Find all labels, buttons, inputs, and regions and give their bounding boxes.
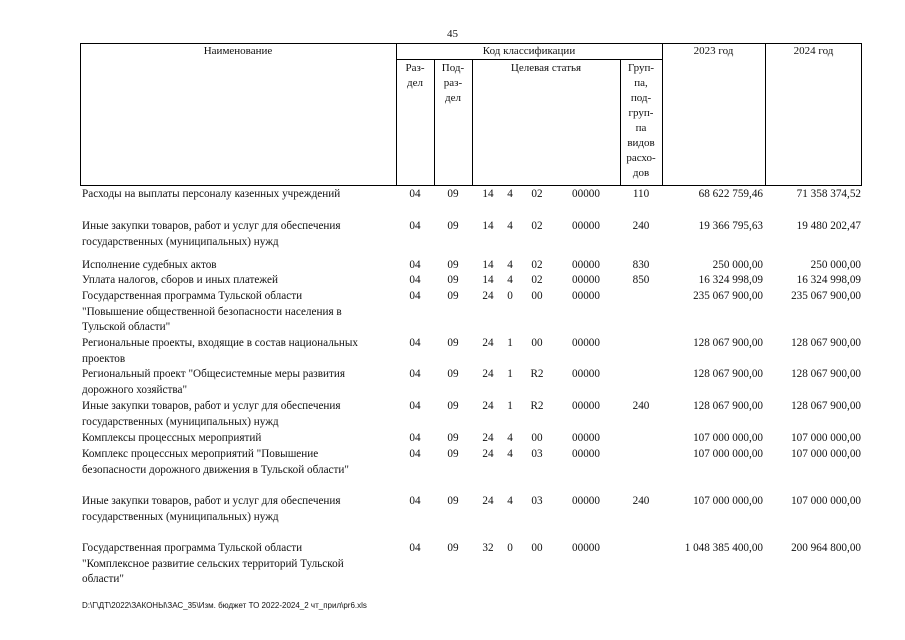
cell-podrazdel: 09 xyxy=(447,400,459,412)
cell-razdel: 04 xyxy=(409,368,421,380)
cell-target-subprogram: 4 xyxy=(507,495,513,507)
cell-target-event: 00 xyxy=(531,337,543,349)
cell-target-direction: 00000 xyxy=(572,368,600,380)
cell-2024: 71 358 374,52 xyxy=(796,188,861,200)
cell-2023: 68 622 759,46 xyxy=(698,188,763,200)
header-2024: 2024 год xyxy=(793,45,834,57)
cell-podrazdel: 09 xyxy=(447,432,459,444)
cell-name: Уплата налогов, сборов и иных платежей xyxy=(82,274,278,286)
cell-2023: 235 067 900,00 xyxy=(693,290,763,302)
cell-group: 830 xyxy=(632,259,650,271)
cell-2023: 128 067 900,00 xyxy=(693,337,763,349)
cell-target-subprogram: 1 xyxy=(507,400,513,412)
cell-target-program: 24 xyxy=(482,368,494,380)
cell-2023: 1 048 385 400,00 xyxy=(684,542,763,554)
cell-target-direction: 00000 xyxy=(572,337,600,349)
cell-name: Региональные проекты, входящие в состав национальных проектов xyxy=(82,337,359,365)
cell-podrazdel: 09 xyxy=(447,259,459,271)
cell-podrazdel: 09 xyxy=(447,274,459,286)
cell-2023: 128 067 900,00 xyxy=(693,400,763,412)
cell-razdel: 04 xyxy=(409,495,421,507)
cell-target-program: 24 xyxy=(482,448,494,460)
cell-2024: 128 067 900,00 xyxy=(791,400,861,412)
cell-2024: 107 000 000,00 xyxy=(791,448,861,460)
cell-target-subprogram: 4 xyxy=(507,432,513,444)
cell-target-program: 24 xyxy=(482,337,494,349)
cell-target-event: 03 xyxy=(531,495,543,507)
cell-2024: 235 067 900,00 xyxy=(791,290,861,302)
cell-name: Комплекс процессных мероприятий "Повышение безопасности дорожного движения в Тульской области" xyxy=(82,448,349,476)
cell-name: Иные закупки товаров, работ и услуг для обеспечения государственных (муниципальных) нужд xyxy=(82,220,341,248)
cell-target-direction: 00000 xyxy=(572,400,600,412)
cell-target-program: 24 xyxy=(482,495,494,507)
cell-target-program: 24 xyxy=(482,290,494,302)
cell-razdel: 04 xyxy=(409,448,421,460)
cell-group: 110 xyxy=(632,188,650,200)
cell-group: 240 xyxy=(632,495,650,507)
cell-2024: 128 067 900,00 xyxy=(791,368,861,380)
cell-target-direction: 00000 xyxy=(572,290,600,302)
cell-target-program: 24 xyxy=(482,400,494,412)
cell-target-subprogram: 4 xyxy=(507,448,513,460)
cell-target-program: 32 xyxy=(482,542,494,554)
cell-target-event: 02 xyxy=(531,220,543,232)
page-number: 45 xyxy=(447,28,458,40)
cell-target-event: 02 xyxy=(531,274,543,286)
cell-target-subprogram: 1 xyxy=(507,337,513,349)
cell-name: Исполнение судебных актов xyxy=(82,259,217,271)
cell-podrazdel: 09 xyxy=(447,448,459,460)
cell-target-program: 14 xyxy=(482,259,494,271)
header-razdel: Раз- дел xyxy=(405,62,425,89)
cell-target-direction: 00000 xyxy=(572,274,600,286)
cell-target-event: R2 xyxy=(530,368,544,380)
cell-target-direction: 00000 xyxy=(572,188,600,200)
cell-2023: 107 000 000,00 xyxy=(693,495,763,507)
footer-path: D:\Г\ДТ\2022\ЗАКОНЫ\ЗАС_35\Изм. бюджет ТО 2022-2024_2 чт_прил\pr6.xls xyxy=(82,601,367,610)
cell-target-subprogram: 0 xyxy=(507,542,513,554)
cell-group: 850 xyxy=(632,274,650,286)
cell-name: Региональный проект "Общесистемные меры развития дорожного хозяйства" xyxy=(82,368,346,396)
cell-target-event: 02 xyxy=(531,259,543,271)
cell-podrazdel: 09 xyxy=(447,220,459,232)
cell-target-direction: 00000 xyxy=(572,259,600,271)
cell-group: 240 xyxy=(632,220,650,232)
cell-target-event: 00 xyxy=(531,290,543,302)
cell-target-event: 02 xyxy=(531,188,543,200)
cell-razdel: 04 xyxy=(409,400,421,412)
cell-razdel: 04 xyxy=(409,432,421,444)
cell-2023: 107 000 000,00 xyxy=(693,432,763,444)
header-target: Целевая статья xyxy=(510,62,582,74)
cell-podrazdel: 09 xyxy=(447,368,459,380)
cell-razdel: 04 xyxy=(409,542,421,554)
cell-name: Комплексы процессных мероприятий xyxy=(82,432,262,444)
cell-2024: 19 480 202,47 xyxy=(796,220,861,232)
cell-2023: 107 000 000,00 xyxy=(693,448,763,460)
cell-podrazdel: 09 xyxy=(447,188,459,200)
header-code: Код классификации xyxy=(482,45,576,57)
cell-2024: 107 000 000,00 xyxy=(791,432,861,444)
cell-target-event: 00 xyxy=(531,542,543,554)
cell-target-program: 14 xyxy=(482,274,494,286)
header-name: Наименование xyxy=(203,45,273,57)
cell-target-direction: 00000 xyxy=(572,220,600,232)
cell-2024: 107 000 000,00 xyxy=(791,495,861,507)
cell-target-event: 00 xyxy=(531,432,543,444)
header-group: Груп- па, под- груп- па видов расхо- дов xyxy=(626,62,656,179)
cell-name: Иные закупки товаров, работ и услуг для обеспечения государственных (муниципальных) нужд xyxy=(82,400,341,428)
cell-target-subprogram: 4 xyxy=(507,274,513,286)
header-podrazdel: Под- раз- дел xyxy=(441,62,465,104)
cell-2023: 19 366 795,63 xyxy=(698,220,763,232)
cell-target-program: 24 xyxy=(482,432,494,444)
cell-2023: 16 324 998,09 xyxy=(698,274,763,286)
cell-name: Государственная программа Тульской области "Комплексное развитие сельских территорий Тульской области" xyxy=(82,542,344,585)
cell-target-event: 03 xyxy=(531,448,543,460)
cell-target-direction: 00000 xyxy=(572,448,600,460)
cell-razdel: 04 xyxy=(409,188,421,200)
header-2023: 2023 год xyxy=(693,45,734,57)
cell-target-subprogram: 4 xyxy=(507,259,513,271)
cell-2024: 128 067 900,00 xyxy=(791,337,861,349)
cell-razdel: 04 xyxy=(409,220,421,232)
cell-name: Государственная программа Тульской области "Повышение общественной безопасности населения в Тульской области" xyxy=(82,290,342,333)
cell-target-subprogram: 4 xyxy=(507,220,513,232)
cell-target-subprogram: 0 xyxy=(507,290,513,302)
cell-2023: 250 000,00 xyxy=(712,259,763,271)
cell-2024: 16 324 998,09 xyxy=(796,274,861,286)
cell-target-program: 14 xyxy=(482,188,494,200)
cell-target-event: R2 xyxy=(530,400,544,412)
cell-target-direction: 00000 xyxy=(572,542,600,554)
cell-podrazdel: 09 xyxy=(447,542,459,554)
cell-podrazdel: 09 xyxy=(447,337,459,349)
cell-razdel: 04 xyxy=(409,259,421,271)
cell-name: Расходы на выплаты персоналу казенных учреждений xyxy=(82,188,341,200)
cell-2024: 200 964 800,00 xyxy=(791,542,861,554)
cell-razdel: 04 xyxy=(409,290,421,302)
cell-name: Иные закупки товаров, работ и услуг для обеспечения государственных (муниципальных) нужд xyxy=(82,495,341,523)
cell-podrazdel: 09 xyxy=(447,495,459,507)
cell-podrazdel: 09 xyxy=(447,290,459,302)
cell-target-subprogram: 1 xyxy=(507,368,513,380)
cell-2023: 128 067 900,00 xyxy=(693,368,763,380)
cell-target-direction: 00000 xyxy=(572,432,600,444)
cell-group: 240 xyxy=(632,400,650,412)
cell-razdel: 04 xyxy=(409,274,421,286)
cell-target-program: 14 xyxy=(482,220,494,232)
cell-target-subprogram: 4 xyxy=(507,188,513,200)
cell-target-direction: 00000 xyxy=(572,495,600,507)
cell-razdel: 04 xyxy=(409,337,421,349)
cell-2024: 250 000,00 xyxy=(810,259,861,271)
